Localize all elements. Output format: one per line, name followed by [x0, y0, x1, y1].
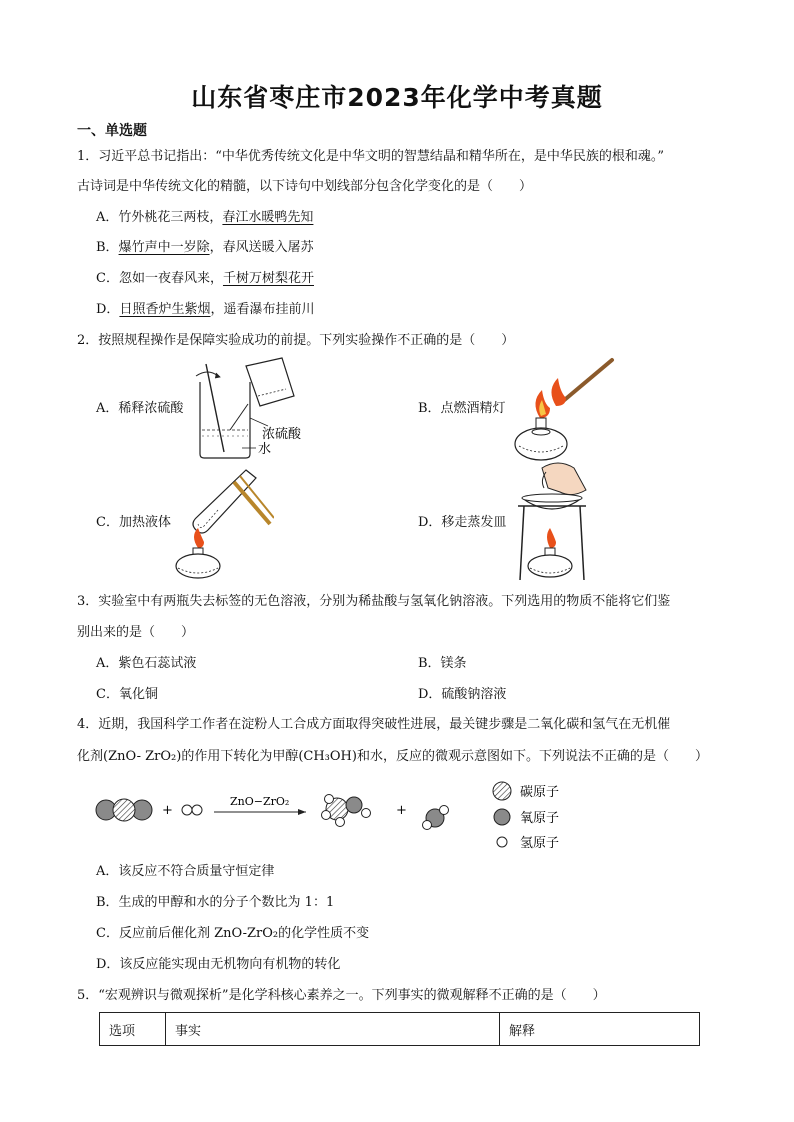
atom-legend [488, 780, 598, 854]
h2-hydrogen-atom [182, 805, 192, 815]
q2-option-d: D．移走蒸发皿 [418, 515, 507, 530]
legend-carbon: 碳原子 [520, 785, 560, 800]
water-hydrogen-atom [423, 821, 432, 830]
q3-option-d: D．硫酸钠溶液 [418, 687, 507, 702]
q4-stem-line2: 化剂(ZnO- ZrO₂)的作用下转化为甲醇(CH₃OH)和水，反应的微观示意图如下。下列说法不正确的是（ ） [77, 749, 708, 764]
plus-sign: + [396, 803, 407, 818]
q3-option-b: B．镁条 [418, 656, 467, 671]
option-underlined: 千树万树梨花开 [222, 271, 314, 286]
option-text: ，春风送暖入屠苏 [209, 240, 314, 255]
water-hydrogen-atom [440, 806, 449, 815]
q4-option-a: A．该反应不符合质量守恒定律 [96, 864, 275, 879]
carbon-atom-legend-icon [493, 782, 511, 800]
methanol-hydrogen-atom [336, 818, 345, 827]
methanol-hydrogen-atom [362, 809, 371, 818]
table-header-row [100, 1013, 700, 1046]
q2-option-b: B．点燃酒精灯 [418, 401, 506, 416]
option-prefix: D． [96, 302, 120, 317]
table-header-cell: 事实 [166, 1013, 500, 1046]
q3-option-a: A．紫色石蕊试液 [96, 656, 197, 671]
option-underlined: 日照香炉生紫烟 [119, 302, 211, 317]
catalyst-label: ZnO−ZrO₂ [230, 795, 290, 808]
table-header-cell: 解释 [500, 1013, 700, 1046]
light-alcohol-lamp-illustration [510, 354, 620, 464]
q4-stem-line1: 4．近期，我国科学工作者在淀粉人工合成方面取得突破性进展，最关键步骤是二氧化碳和氢气在无机催 [77, 717, 671, 732]
label-conc-sulfuric-acid: 浓硫酸 [262, 427, 302, 442]
q2-option-a: A．稀释浓硫酸 [96, 401, 184, 416]
q5-table [99, 1012, 700, 1046]
table-header-cell: 选项 [100, 1013, 166, 1046]
plus-sign: + [162, 803, 173, 818]
methanol-hydrogen-atom [325, 795, 334, 804]
q1-option-c [96, 270, 314, 288]
option-prefix: C． [96, 271, 119, 286]
q1-option-d [96, 301, 314, 319]
q1-option-a [96, 209, 313, 227]
q3-option-c: C．氧化铜 [96, 687, 158, 702]
option-underlined: 爆竹声中一岁除 [118, 240, 210, 255]
q1-stem-line2: 古诗词是中华传统文化的精髓，以下诗句中划线部分包含化学变化的是（ ） [77, 179, 533, 194]
q4-option-d: D．该反应能实现由无机物向有机物的转化 [96, 957, 341, 972]
q2-option-c: C．加热液体 [96, 515, 171, 530]
oxygen-atom-legend-icon [494, 809, 510, 825]
methanol-oxygen-atom [346, 797, 362, 813]
page-title: 山东省枣庄市2023年化学中考真题 [191, 83, 603, 112]
q1-stem-line1: 1．习近平总书记指出：“中华优秀传统文化是中华文明的智慧结晶和精华所在，是中华民族的根和魂。” [77, 149, 665, 164]
q4-option-b: B．生成的甲醇和水的分子个数比为 1：1 [96, 895, 335, 910]
option-text: ，遥看瀑布挂前川 [210, 302, 315, 317]
q4-option-c: C．反应前后催化剂 ZnO-ZrO₂的化学性质不变 [96, 926, 370, 941]
section-heading: 一、单选题 [77, 123, 147, 139]
option-text: 竹外桃花三两枝， [118, 210, 223, 225]
hydrogen-atom-legend-icon [497, 837, 507, 847]
move-evaporating-dish-illustration [512, 458, 592, 582]
label-water: 水 [258, 442, 272, 457]
q3-stem-line1: 3．实验室中有两瓶失去标签的无色溶液，分别为稀盐酸与氢氧化钠溶液。下列选用的物质不能将它们鉴 [77, 594, 671, 609]
methanol-hydrogen-atom [322, 811, 331, 820]
h2-hydrogen-atom [192, 805, 202, 815]
option-prefix: A． [96, 210, 119, 225]
legend-hydrogen: 氢原子 [520, 836, 560, 851]
option-text: 忽如一夜春风来， [118, 271, 223, 286]
q3-stem-line2: 别出来的是（ ） [77, 625, 195, 640]
co2-carbon-atom [113, 799, 135, 821]
legend-oxygen: 氧原子 [520, 811, 560, 826]
q5-stem: 5．“宏观辨识与微观探析”是化学科核心素养之一。下列事实的微观解释不正确的是（ ） [77, 988, 606, 1003]
heat-liquid-illustration [174, 466, 274, 580]
option-underlined: 春江水暖鸭先知 [222, 210, 314, 225]
dilute-acid-illustration [190, 356, 320, 462]
option-prefix: B． [96, 240, 119, 255]
q2-stem: 2．按照规程操作是保障实验成功的前提。下列实验操作不正确的是（ ） [77, 333, 515, 348]
q1-option-b [96, 239, 314, 257]
